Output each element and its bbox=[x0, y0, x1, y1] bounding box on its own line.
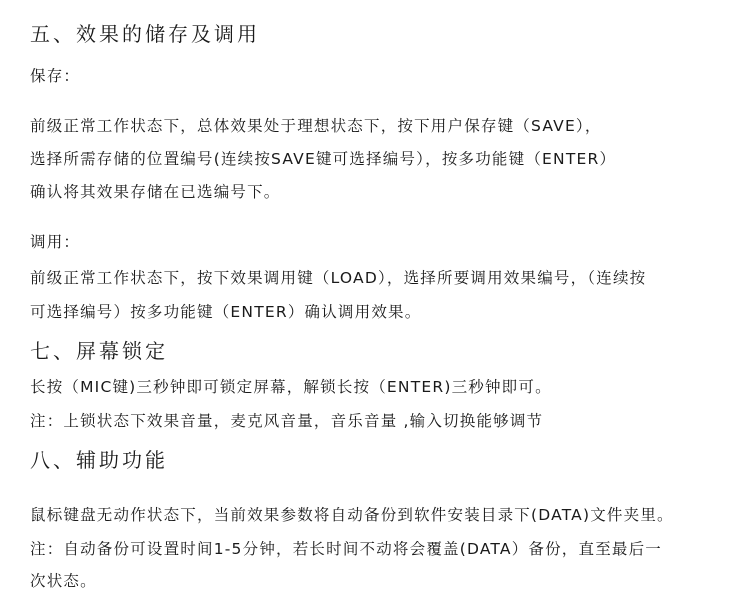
section-7-heading: 七、屏幕锁定 bbox=[30, 339, 168, 363]
load-paragraph-line: 可选择编号）按多功能键（ENTER）确认调用效果。 bbox=[30, 303, 422, 321]
save-paragraph-line: 确认将其效果存储在已选编号下。 bbox=[30, 183, 281, 201]
save-subheading: 保存： bbox=[30, 67, 81, 85]
load-paragraph-line: 前级正常工作状态下，按下效果调用键（LOAD），选择所要调用效果编号，（连续按 bbox=[30, 269, 647, 287]
section-5-heading: 五、效果的储存及调用 bbox=[30, 22, 260, 46]
auxiliary-line: 鼠标键盘无动作状态下，当前效果参数将自动备份到软件安装目录下(DATA)文件夹里。 bbox=[30, 506, 674, 524]
auxiliary-note-line: 注：自动备份可设置时间1-5分钟，若长时间不动将会覆盖(DATA）备份，直至最后一 bbox=[30, 540, 662, 558]
load-subheading: 调用： bbox=[30, 233, 81, 251]
section-8-heading: 八、辅助功能 bbox=[30, 448, 168, 472]
save-paragraph-line: 前级正常工作状态下，总体效果处于理想状态下，按下用户保存键（SAVE）， bbox=[30, 117, 602, 135]
screen-lock-note-line: 注：上锁状态下效果音量，麦克风音量，音乐音量 ,输入切换能够调节 bbox=[30, 412, 544, 430]
auxiliary-note-line: 次状态。 bbox=[30, 572, 97, 590]
save-paragraph-line: 选择所需存储的位置编号(连续按SAVE键可选择编号），按多功能键（ENTER） bbox=[30, 150, 617, 168]
screen-lock-line: 长按（MIC键)三秒钟即可锁定屏幕，解锁长按（ENTER)三秒钟即可。 bbox=[30, 378, 552, 396]
